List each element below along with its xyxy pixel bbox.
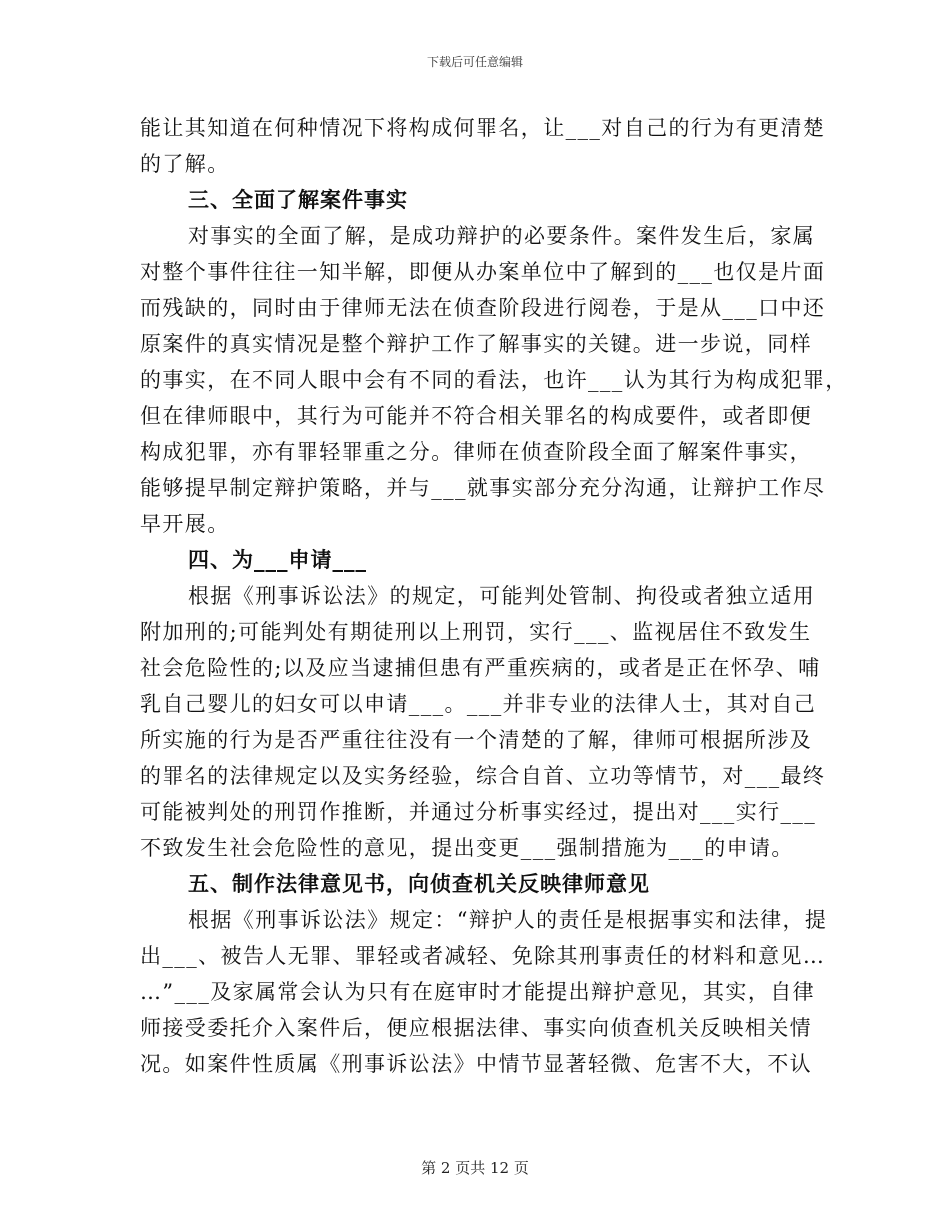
body-line: 根据《刑事诉讼法》的规定，可能判处管制、拘役或者独立适用 xyxy=(188,584,816,608)
body-line: 况。如案件性质属《刑事诉讼法》中情节显著轻微、危害不大，不认 xyxy=(140,1052,812,1076)
body-line: 可能被判处的刑罚作推断，并通过分析事实经过，提出对___实行___ xyxy=(140,800,817,824)
body-line: 附加刑的;可能判处有期徒刑以上刑罚，实行___、监视居住不致发生 xyxy=(140,620,812,644)
body-line: 但在律师眼中，其行为可能并不符合相关罪名的构成要件，或者即便 xyxy=(140,404,812,428)
body-line: 而残缺的，同时由于律师无法在侦查阶段进行阅卷，于是从___口中还 xyxy=(140,296,826,320)
body-line: 乳自己婴儿的妇女可以申请___。___并非专业的法律人士，其对自己 xyxy=(140,692,817,716)
body-line: 的事实，在不同人眼中会有不同的看法，也许___认为其行为构成犯罪， xyxy=(140,368,848,392)
body-line: 出___、被告人无罪、罪轻或者减轻、免除其刑事责任的材料和意见… xyxy=(140,944,826,968)
body-line: 对整个事件往往一知半解，即便从办案单位中了解到的___也仅是片面 xyxy=(140,260,826,284)
body-line: 对事实的全面了解，是成功辩护的必要条件。案件发生后，家属 xyxy=(188,224,816,248)
section-heading: 四、为___申请___ xyxy=(188,548,367,572)
body-line: 社会危险性的;以及应当逮捕但患有严重疾病的，或者是正在怀孕、哺 xyxy=(140,656,821,680)
body-line: 构成犯罪，亦有罪轻罪重之分。律师在侦查阶段全面了解案件事实， xyxy=(140,440,812,464)
body-line: 能让其知道在何种情况下将构成何罪名，让___对自己的行为有更清楚 xyxy=(140,116,826,140)
document-body xyxy=(140,110,848,1082)
body-line: 的罪名的法律规定以及实务经验，综合自首、立功等情节，对___最终 xyxy=(140,764,826,788)
body-line: 的了解。 xyxy=(140,152,230,176)
body-line: 原案件的真实情况是整个辩护工作了解事实的关键。进一步说，同样 xyxy=(140,332,812,356)
body-line: 所实施的行为是否严重往往没有一个清楚的了解，律师可根据所涉及 xyxy=(140,728,812,752)
body-line: 师接受委托介入案件后，便应根据法律、事实向侦查机关反映相关情 xyxy=(140,1016,812,1040)
body-line: 能够提早制定辩护策略，并与___就事实部分充分沟通，让辩护工作尽 xyxy=(140,476,826,500)
page-footer: 第 2 页共 12 页 xyxy=(421,1159,529,1177)
section-heading: 五、制作法律意见书，向侦查机关反映律师意见 xyxy=(188,872,650,896)
body-line: 早开展。 xyxy=(140,512,230,536)
section-heading: 三、全面了解案件事实 xyxy=(188,188,408,212)
body-line: …”___及家属常会认为只有在庭审时才能提出辩护意见，其实，自律 xyxy=(140,980,816,1004)
page-header: 下载后可任意编辑 xyxy=(426,55,523,69)
body-line: 根据《刑事诉讼法》规定：“辩护人的责任是根据事实和法律，提 xyxy=(188,908,828,932)
body-line: 不致发生社会危险性的意见，提出变更___强制措施为___的申请。 xyxy=(140,836,794,860)
